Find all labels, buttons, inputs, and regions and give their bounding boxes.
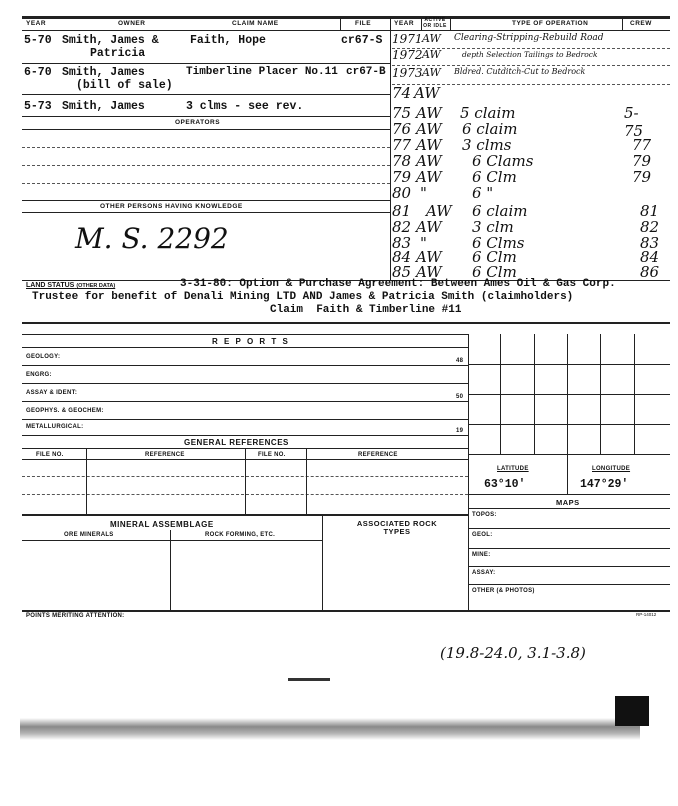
op-status: AW [422, 48, 441, 61]
col-sep [340, 17, 341, 31]
section-rule [22, 514, 468, 516]
col-sep [390, 17, 391, 280]
col-sep [450, 17, 451, 31]
other-persons-label: OTHER PERSONS HAVING KNOWLEDGE [100, 203, 243, 210]
op-type: 6 Clm [472, 168, 517, 186]
op-status: AW [422, 66, 441, 79]
owner-year: 5-70 [24, 34, 52, 47]
row-rule [468, 584, 670, 585]
maps-mine: MINE: [472, 552, 491, 558]
op-type: Bldred. Cutditch-Cut to Bedrock [454, 67, 586, 76]
op-crew: 82 [640, 218, 660, 236]
op-status: AW [416, 248, 442, 266]
header-active: ACTIVE OR IDLE [423, 17, 447, 29]
ore-minerals-label: ORE MINERALS [64, 532, 114, 538]
points-meriting-attention-label: POINTS MERITING ATTENTION: [26, 613, 125, 619]
ref-col-file-no: FILE NO. [36, 452, 64, 458]
row-rule [22, 94, 390, 95]
row-rule [22, 63, 390, 64]
op-type: 6 claim [462, 120, 518, 138]
op-type: 6 Clm [472, 263, 517, 281]
op-status: AW [416, 152, 442, 170]
section-rule [22, 610, 670, 612]
row-rule [22, 401, 468, 402]
op-type: 6 claim [472, 202, 528, 220]
op-year: 79 [392, 168, 412, 186]
land-status-line-3: Claim Faith & Timberline #11 [270, 304, 462, 316]
reports-title: R E P O R T S [212, 337, 290, 346]
land-status-line-2: Trustee for benefit of Denali Mining LTD AND James & Patricia Smith (claimholders) [32, 291, 574, 303]
row-rule [22, 383, 468, 384]
row-rule [468, 508, 670, 509]
owner-year: 6-70 [24, 66, 52, 79]
op-year: 77 [392, 136, 412, 154]
row-rule [22, 540, 322, 541]
owner-name: Smith, James [62, 100, 145, 113]
op-type: depth Selection Tailings to Bedrock [462, 50, 598, 59]
row-rule [22, 183, 390, 184]
grid-line [468, 424, 670, 425]
maps-title: MAPS [556, 498, 580, 507]
header-claim-name: CLAIM NAME [232, 20, 279, 27]
row-rule [22, 419, 468, 420]
maps-assay: ASSAY: [472, 570, 496, 576]
longitude-value: 147°29' [580, 478, 629, 491]
report-label-engrg: ENGRG: [26, 372, 52, 378]
op-crew: 81 [640, 202, 660, 220]
op-year: 84 [392, 248, 412, 266]
row-rule [392, 65, 670, 66]
op-year: 82 [392, 218, 412, 236]
op-status: AW [416, 104, 442, 122]
op-status: AW [426, 202, 452, 220]
op-crew: 84 [640, 248, 660, 266]
operators-label: OPERATORS [175, 119, 221, 126]
row-rule [22, 129, 390, 130]
latitude-label: LATITUDE [497, 466, 529, 472]
col-sep [86, 448, 87, 514]
file-number: cr67-B [346, 66, 386, 78]
ref-col-reference-2: REFERENCE [358, 452, 398, 458]
op-status: AW [416, 218, 442, 236]
op-year: 81 [392, 202, 412, 220]
header-rule [22, 30, 670, 31]
op-status: AW [422, 32, 441, 45]
file-number: cr67-S [341, 34, 383, 47]
header-year-2: YEAR [394, 20, 415, 27]
op-status: AW [416, 263, 442, 281]
op-year: 78 [392, 152, 412, 170]
claim-name: 3 clms - see rev. [186, 100, 304, 113]
report-label-geophys: GEOPHYS. & GEOCHEM: [26, 408, 104, 414]
report-num: 19 [456, 428, 464, 434]
op-year: 1972 [392, 48, 423, 62]
op-crew: 79 [632, 168, 652, 186]
op-crew: 5-75 [624, 104, 644, 140]
row-rule [468, 528, 670, 529]
row-rule [468, 566, 670, 567]
report-label-assay: ASSAY & IDENT: [26, 390, 78, 396]
associated-rock-types-label: ASSOCIATED ROCK TYPES [356, 519, 438, 536]
handwritten-note: (19.8-24.0, 3.1-3.8) [440, 644, 586, 662]
row-rule [22, 212, 390, 213]
header-year: YEAR [26, 20, 47, 27]
op-year: 76 [392, 120, 412, 138]
row-rule [468, 494, 670, 495]
op-status: AW [416, 120, 442, 138]
report-num: 48 [456, 358, 464, 364]
report-label-geology: GEOLOGY: [26, 354, 61, 360]
owner-name-2: Patricia [90, 47, 146, 60]
row-rule [392, 84, 670, 85]
maps-geol: GEOL: [472, 532, 493, 538]
header-crew: CREW [630, 20, 652, 27]
col-sep [245, 448, 246, 514]
op-type: 6 " [472, 184, 494, 202]
scan-streak [20, 718, 640, 740]
report-num: 50 [456, 394, 464, 400]
row-rule [22, 200, 390, 201]
header-file: FILE [355, 20, 372, 27]
op-status: " [420, 234, 427, 252]
row-rule [22, 116, 390, 117]
claim-name: Faith, Hope [190, 34, 266, 47]
land-status-sublabel: (OTHER DATA) [76, 283, 116, 289]
op-type: 3 clm [472, 218, 514, 236]
general-references-title: GENERAL REFERENCES [184, 438, 289, 447]
op-year: 1973 [392, 66, 423, 80]
ref-col-file-no-2: FILE NO. [258, 452, 286, 458]
op-year: 74 [392, 84, 412, 102]
maps-other: OTHER (& PHOTOS) [472, 588, 535, 594]
col-sep [468, 334, 469, 610]
row-rule [22, 365, 468, 366]
op-status: AW [416, 136, 442, 154]
row-rule [22, 435, 468, 436]
land-status-line-1: 3-31-80: Option & Purchase Agreement: Between Ames Oil & Gas Corp. [180, 278, 616, 290]
op-status: " [420, 184, 427, 202]
col-sep [322, 514, 323, 610]
op-crew: 77 [632, 136, 652, 154]
op-year: 1971 [392, 32, 423, 46]
col-sep [421, 17, 422, 31]
op-status: AW [414, 84, 440, 102]
grid-line [567, 334, 568, 494]
col-sep [622, 17, 623, 31]
header-type-of-operation: TYPE OF OPERATION [512, 20, 589, 27]
row-rule [22, 334, 468, 335]
land-status-label [26, 282, 115, 289]
claim-name: Timberline Placer No.11 [186, 66, 338, 78]
col-sep [170, 530, 171, 610]
grid-line [468, 394, 670, 395]
other-persons-value: M. S. 2292 [75, 222, 229, 255]
mineral-assemblage-title: MINERAL ASSEMBLAGE [110, 520, 214, 529]
maps-topos: TOPOS: [472, 512, 497, 518]
latitude-value: 63°10' [484, 478, 526, 491]
scan-block [615, 696, 649, 726]
op-type: Clearing-Stripping-Rebuild Road [454, 33, 604, 43]
header-owner: OWNER [118, 20, 146, 27]
rock-forming-label: ROCK FORMING, ETC. [205, 532, 276, 538]
op-year: 85 [392, 263, 412, 281]
op-type: 6 Clm [472, 248, 517, 266]
longitude-label: LONGITUDE [592, 466, 631, 472]
grid-line [468, 454, 670, 455]
owner-name: Smith, James [62, 66, 145, 79]
row-rule [392, 48, 670, 49]
op-type: 5 claim [460, 104, 516, 122]
section-rule [22, 322, 670, 324]
owner-name-2: (bill of sale) [76, 79, 173, 92]
op-crew: 86 [640, 263, 660, 281]
op-status: AW [416, 168, 442, 186]
op-type: 6 Clams [472, 152, 534, 170]
owner-year: 5-73 [24, 100, 52, 113]
owner-name: Smith, James & [62, 34, 159, 47]
grid-line [468, 364, 670, 365]
row-rule [468, 548, 670, 549]
op-type: 3 clms [462, 136, 512, 154]
ref-col-reference: REFERENCE [145, 452, 185, 458]
row-rule [22, 147, 390, 148]
op-crew: 83 [640, 234, 660, 252]
report-label-metallurgical: METALLURGICAL: [26, 424, 84, 430]
scan-mark [288, 678, 330, 681]
top-rule [22, 16, 670, 19]
land-status-title: LAND STATUS [26, 282, 75, 289]
row-rule [22, 347, 468, 348]
form-number: RP-14012 [636, 612, 657, 617]
op-year: 75 [392, 104, 412, 122]
op-crew: 79 [632, 152, 652, 170]
row-rule [22, 165, 390, 166]
op-type: 6 Clms [472, 234, 525, 252]
col-sep [306, 448, 307, 514]
op-year: 80 [392, 184, 412, 202]
op-year: 83 [392, 234, 412, 252]
